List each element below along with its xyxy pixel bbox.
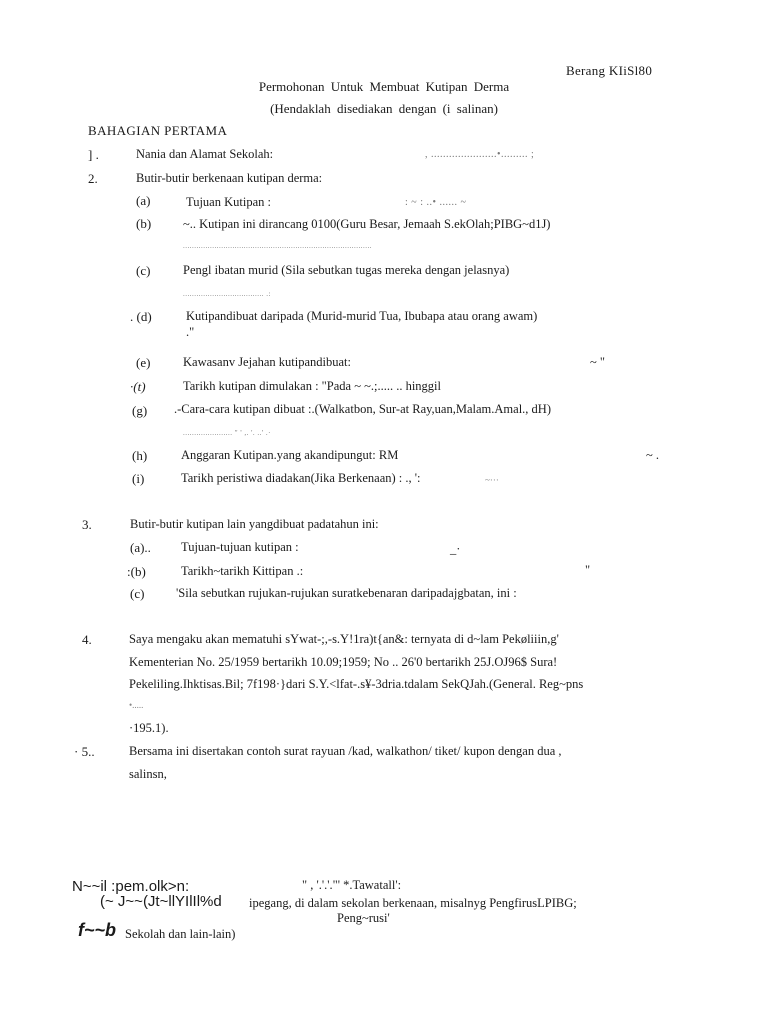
item5-line1: Bersama ini disertakan contoh surat rayuan /kad, walkathon/ tiket/ kupon dengan dua ,	[129, 744, 562, 758]
item2h-number: (h)	[132, 448, 148, 463]
item4-line5: ·195.1).	[129, 721, 169, 735]
item2-label: Butir-butir berkenaan kutipan derma:	[136, 171, 323, 185]
item2d-label: Kutipandibuat daripada (Murid-murid Tua, Ibubapa atau orang awam)	[186, 309, 538, 323]
item1-label: Nania dan Alamat Sekolah:	[136, 147, 274, 161]
item3a-label: Tujuan-tujuan kutipan :	[181, 540, 299, 554]
item2a-number: (a)	[136, 193, 151, 208]
item2a-label: Tujuan Kutipan :	[186, 195, 271, 209]
item4-line4: •.....	[129, 700, 144, 710]
signature-name-fill: " , '.'.'."' *.Tawatall':	[302, 878, 402, 892]
item3b-fill: "	[585, 563, 591, 577]
item5-number: · 5..	[74, 744, 95, 759]
item2f-label: Tarikh kutipan dimulakan : "Pada ~ ~.;..... .. hinggil	[183, 379, 441, 393]
item2g-number: (g)	[132, 403, 148, 418]
signature-mark: f~~b	[78, 920, 117, 940]
item3-label: Butir-butir kutipan lain yangdibuat padatahun ini:	[130, 517, 379, 531]
item2g-label: .-Cara-cara kutipan dibuat :.(Walkatbon, Sur-at Ray,uan,Malam.Amal., dH)	[174, 402, 551, 416]
item2b-number: (b)	[136, 216, 152, 231]
item3b-label: Tarikh~tarikh Kittipan .:	[181, 564, 304, 578]
item1-number: ] .	[88, 147, 99, 162]
item2b-fill: ....................................................................................	[183, 242, 372, 250]
item2i-number: (i)	[132, 471, 145, 486]
item2h-label: Anggaran Kutipan.yang akandipungut: RM	[181, 448, 399, 462]
item2c-number: (c)	[136, 263, 151, 278]
item3c-number: (c)	[130, 586, 145, 601]
signature-position-text: ipegang, di dalam sekolan berkenaan, misalnyg PengfirusLPIBG;	[249, 896, 577, 910]
item2i-label: Tarikh peristiwa diadakan(Jika Berkenaan) : ., ':	[181, 471, 421, 485]
item3a-number: (a)..	[130, 540, 151, 555]
item2a-fill: : ~ : ..• ...... ~	[405, 197, 467, 208]
item2g-fill: ...................... " ' ,. '. ..' .·	[183, 429, 271, 437]
signature-school-text: Sekolah dan lain-lain)	[125, 927, 236, 941]
document-title: Permohonan Untuk Membuat Kutipan Derma	[258, 79, 510, 94]
item2f-number: ·(t)	[130, 379, 146, 394]
document-subtitle: (Hendaklah disediakan dengan (i salinan)	[270, 101, 498, 116]
section-title: BAHAGIAN PERTAMA	[88, 123, 228, 138]
signature-chairman: Peng~rusi'	[337, 911, 390, 925]
item2h-fill: ~ .	[646, 448, 660, 462]
item2-number: 2.	[88, 171, 98, 186]
form-code: Berang KIiSl80	[566, 63, 653, 78]
item1-fill: , ......................•......... ;	[425, 149, 535, 160]
item4-line1: Saya mengaku akan mematuhi sYwat-;,-s.Y!1ra)t{an&: ternyata di d~lam Pekøliiin,g'	[129, 632, 559, 646]
item2d-number: . (d)	[130, 309, 152, 324]
item2b-label: ~.. Kutipan ini dirancang 0100(Guru Besar, Jemaah S.ekOlah;PIBG~d1J)	[183, 217, 551, 231]
item4-number: 4.	[82, 632, 92, 647]
item3b-number: :(b)	[127, 564, 146, 579]
item3a-fill: _·	[450, 542, 461, 556]
item4-line3: Pekeliling.Ihktisas.Bil; 7f198·}dari S.Y.<lfat-.s¥-3dria.tdalam SekQJah.(General. Reg~pns	[129, 677, 584, 691]
item2e-fill: ~ "	[590, 355, 605, 369]
item2d-fill: ."	[186, 325, 195, 339]
item5-line2: salinsn,	[129, 767, 167, 781]
item2c-fill: .................................... .:	[183, 290, 271, 298]
signature-position-prefix: (~ J~~(Jt~llYIlIl%d	[100, 893, 222, 910]
signature-name-label: N~~il :pem.olk>n:	[72, 878, 190, 895]
item2e-label: Kawasanv Jejahan kutipandibuat:	[183, 355, 352, 369]
item3c-label: 'Sila sebutkan rujukan-rujukan suratkebenaran daripadajgbatan, ini :	[176, 586, 517, 600]
item2c-label: Pengl ibatan murid (Sila sebutkan tugas mereka dengan jelasnya)	[183, 263, 510, 277]
item4-line2: Kementerian No. 25/1959 bertarikh 10.09;1959; No .. 26'0 bertarikh 25J.OJ96$ Sura!	[129, 655, 558, 669]
item2i-fill: ~···	[485, 475, 499, 485]
item2e-number: (e)	[136, 355, 151, 370]
item3-number: 3.	[82, 517, 92, 532]
